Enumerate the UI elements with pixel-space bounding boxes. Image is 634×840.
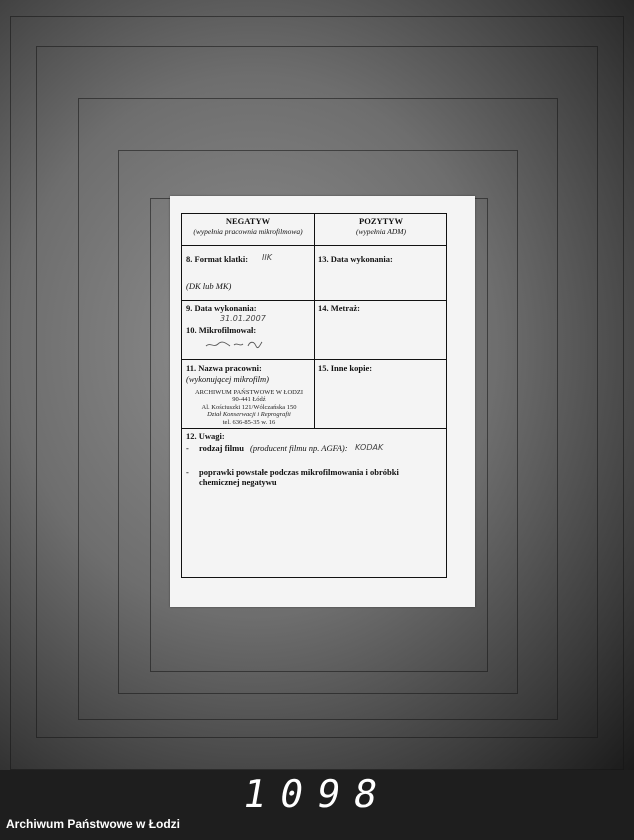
uwagi-item-2-line-2: chemicznej negatywu: [199, 477, 277, 487]
pozytyw-title: POZYTYW: [359, 216, 403, 226]
data-9-label: 9. Data wykonania:: [186, 303, 257, 313]
row-divider-1: [181, 245, 447, 246]
row-divider-3: [181, 359, 447, 360]
stamp-line: Dział Konserwacji i Reprografii: [207, 411, 291, 419]
uwagi-item-2-dash: -: [186, 467, 189, 477]
microfilm-record-card: [170, 196, 475, 607]
inne-kopie-label: 15. Inne kopie:: [318, 363, 373, 373]
format-hint: (DK lub MK): [186, 281, 232, 291]
archive-name: Archiwum Państwowe w Łodzi: [6, 817, 181, 831]
uwagi-item-1-value: KODAK: [355, 443, 384, 452]
negatyw-subtitle: (wypełnia pracownia mikrofilmowa): [193, 227, 303, 236]
stamp-line: ARCHIWUM PAŃSTWOWE W ŁODZI: [194, 389, 304, 396]
signature-image: [204, 337, 264, 351]
format-label: 8. Format klatki:: [186, 254, 249, 264]
stamp-line: Al. Kościuszki 121/Wólczańska 150: [201, 403, 297, 411]
uwagi-item-1-dash: -: [186, 443, 189, 453]
stamp-line: tel. 636-85-35 w. 16: [222, 418, 276, 426]
archive-stamp: [186, 389, 312, 426]
format-value: IIK: [262, 253, 272, 262]
uwagi-item-1-hint: (producent filmu np. AGFA):: [250, 443, 348, 453]
row-divider-4: [181, 428, 447, 429]
frame-number: 1098: [239, 772, 395, 816]
pracownia-hint: (wykonującej mikrofilm): [186, 374, 270, 384]
stamp-line: 90-441 Łódź: [232, 396, 266, 404]
metraz-label: 14. Metraż:: [318, 303, 361, 313]
pozytyw-subtitle: (wypełnia ADM): [355, 227, 407, 236]
pracownia-label: 11. Nazwa pracowni:: [186, 363, 262, 373]
data-13-label: 13. Data wykonania:: [318, 254, 393, 264]
row-divider-2: [181, 300, 447, 301]
negatyw-title: NEGATYW: [225, 216, 271, 226]
data-9-value: 31.01.2007: [220, 314, 266, 323]
uwagi-item-2-line-1: poprawki powstałe podczas mikrofilmowania i obróbki: [199, 467, 399, 477]
mikrofilmowal-label: 10. Mikrofilmował:: [186, 325, 257, 335]
uwagi-item-1-label: rodzaj filmu: [199, 443, 244, 453]
uwagi-label: 12. Uwagi:: [186, 431, 225, 441]
